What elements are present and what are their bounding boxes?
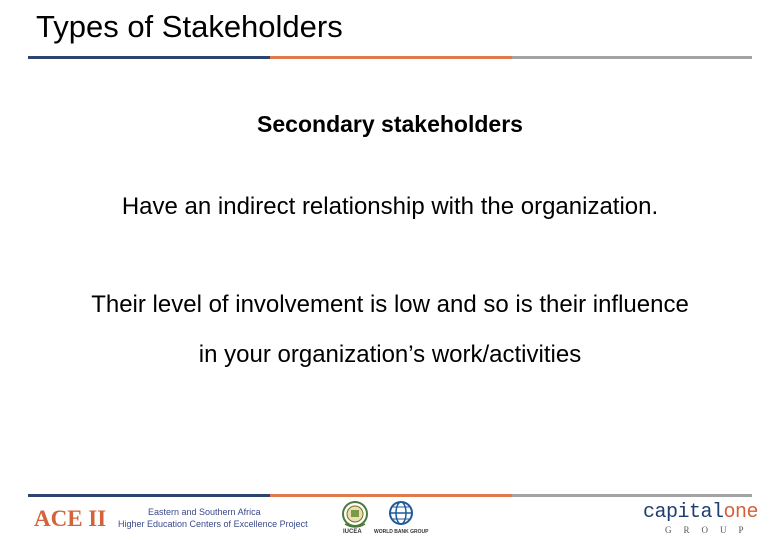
body-text-line-1: Have an indirect relationship with the organization. (121, 193, 659, 220)
body-text-line-2: Their level of involvement is low and so is their influence (91, 291, 689, 318)
top-rule-gray (512, 56, 752, 59)
ace-tagline (118, 506, 308, 530)
bottom-rule-navy (28, 494, 270, 497)
capital-one-logo (643, 503, 758, 535)
iucea-label: IUCEA (343, 529, 362, 535)
ace-tagline-line-2: Higher Education Centers of Excellence Project (118, 519, 308, 529)
top-rule-navy (28, 56, 270, 59)
ace-tagline-line-1: Eastern and Southern Africa (148, 507, 261, 517)
body-text-line-3: in your organization’s work/activities (198, 341, 582, 368)
ace-logo: ACE II (34, 506, 107, 531)
bottom-rule-gray (512, 494, 752, 497)
page-title: Types of Stakeholders (36, 9, 343, 44)
top-rule-orange (270, 56, 512, 59)
capital-word: capital (643, 501, 724, 524)
world-bank-label: WORLD BANK GROUP (374, 529, 429, 535)
capital-group-word: GROUP (665, 525, 756, 535)
world-bank-globe-icon (388, 500, 414, 526)
section-subheading: Secondary stakeholders (257, 111, 523, 137)
bottom-rule-orange (270, 494, 512, 497)
one-word: one (723, 501, 759, 524)
